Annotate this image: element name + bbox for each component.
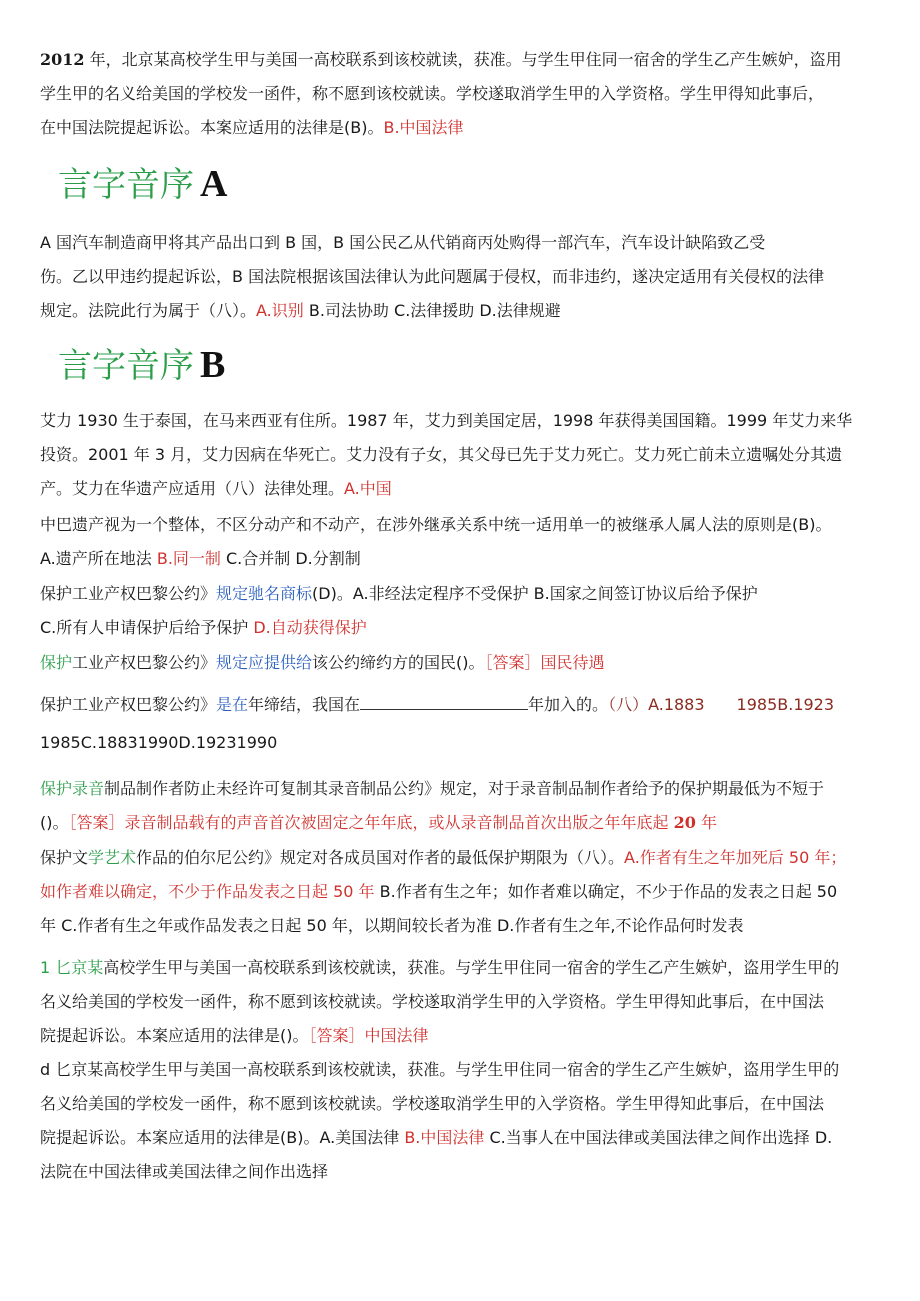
text: 名义给美国的学校发一函件，称不愿到该校就读。学校遂取消学生甲的入学资格。学生甲得知此事后，在中国法 (40, 992, 825, 1011)
text: 伤。乙以甲违约提起诉讼，B 国法院根据该国法律认为此问题属于侵权，而非违约，遂决定适用有关侵权的法律 (40, 267, 825, 286)
text: C.当事人在中国法律或美国法律之间作出选择 D. (484, 1128, 833, 1147)
text: 作品的伯尔尼公约》规定对各成员国对作者的最低保护期限为（八）。 (136, 848, 625, 867)
answer: B.中国法律 (383, 118, 464, 137)
answer: B.中国法律 (404, 1128, 485, 1147)
text: 学生甲的名义给美国的学校发一函件，称不愿到该校就读。学校遂取消学生甲的入学资格。学生甲得知此事后， (40, 84, 825, 103)
text: 高校学生甲与美国一高校联系到该校就读，获准。与学生甲住同一宿舍的学生乙产生嫉妒，盗用学生甲的 (103, 958, 840, 977)
text: 在中国法院提起诉讼。本案应适用的法律是(B)。 (40, 118, 384, 137)
answer: ［答案］国民待遇 (484, 653, 605, 672)
text: d 匕京某高校学生甲与美国一高校联系到该校就读，获准。与学生甲住同一宿舍的学生乙产生嫉妒，盗用学生甲的 (40, 1060, 840, 1079)
highlight: 保护录音 (40, 779, 105, 798)
highlight: 学艺术 (88, 848, 137, 867)
text: A 国汽车制造商甲将其产品出口到 B 国，B 国公民乙从代销商丙处购得一部汽车，汽车设计缺陷致乙受 (40, 233, 766, 252)
highlight: 1 匕京某 (40, 958, 104, 977)
text: 年加入的。 (528, 695, 609, 714)
highlight: 保护 (40, 653, 73, 672)
text: 中巴遗产视为一个整体，不区分动产和不动产，在涉外继承关系中统一适用单一的被继承人属人法的原则是(B)。 (40, 515, 832, 534)
text: 该公约缔约方的国民()。 (312, 653, 485, 672)
text: 投资。2001 年 3 月，艾力因病在华死亡。艾力没有子女，其父母已先于艾力死亡。艾力死亡前未立遗嘱处分其遗 (40, 445, 843, 464)
text: 保护文 (40, 848, 89, 867)
paragraph-1 (40, 43, 882, 145)
text: 院提起诉讼。本案应适用的法律是(B)。A.美国法律 (40, 1128, 405, 1147)
text: B.司法协助 C.法律援助 D.法律规避 (303, 301, 561, 320)
text: 保护工业产权巴黎公约》 (40, 695, 217, 714)
paragraph-5 (40, 577, 882, 645)
text: 艾力 1930 生于泰国，在马来西亚有住所。1987 年，艾力到美国定居，1998 年获得美国国籍。1999 年艾力来华 (40, 411, 853, 430)
heading-text: 言字音序 (58, 165, 194, 205)
year: 2012 (40, 50, 85, 69)
answer: A.作者有生之年加死后 50 年； (624, 848, 847, 867)
highlight: 是在 (216, 695, 249, 714)
text: C.合并制 D.分割制 (220, 549, 361, 568)
paragraph-7 (40, 686, 882, 762)
paragraph-3 (40, 404, 882, 506)
text: 保护工业产权巴黎公约》 (40, 584, 217, 603)
text: 年，北京某高校学生甲与美国一高校联系到该校就读，获准。与学生甲住同一宿舍的学生乙产生嫉妒，盗用 (84, 50, 842, 69)
heading-letter: A (200, 163, 228, 205)
text: 院提起诉讼。本案应适用的法律是()。 (40, 1026, 309, 1045)
answer: 如作者难以确定，不少于作品发表之日起 50 年 (40, 882, 375, 901)
answer: 年 (695, 813, 717, 832)
text: 1985C.18831990D.19231990 (40, 733, 278, 752)
text: ()。 (40, 813, 69, 832)
text: 产。艾力在华遗产应适用（八）法律处理。 (40, 479, 345, 498)
text: 规定。法院此行为属于（八）。 (40, 301, 257, 320)
text: C.所有人申请保护后给予保护 (40, 618, 254, 637)
highlight: 规定驰名商标 (216, 584, 313, 603)
answer: ［答案］录音制品载有的声音首次被固定之年年底，或从录音制品首次出版之年年底起 (68, 813, 674, 832)
text: 工业产权巴黎公约》 (72, 653, 217, 672)
answer: （八）A.1883 1985B.1923 (608, 695, 835, 714)
text: 名义给美国的学校发一函件，称不愿到该校就读。学校遂取消学生甲的入学资格。学生甲得知此事后，在中国法 (40, 1094, 825, 1113)
section-heading-b (58, 343, 225, 388)
paragraph-8 (40, 772, 882, 840)
paragraph-9 (40, 841, 882, 943)
section-heading-a (58, 162, 227, 207)
text: (D)。A.非经法定程序不受保护 B.国家之间签订协议后给予保护 (312, 584, 758, 603)
text: 法院在中国法律或美国法律之间作出选择 (40, 1162, 329, 1181)
paragraph-2 (40, 226, 882, 328)
answer: D.自动获得保护 (253, 618, 367, 637)
paragraph-6 (40, 646, 882, 680)
answer: ［答案］中国法律 (308, 1026, 429, 1045)
text: A.遗产所在地法 (40, 549, 157, 568)
answer: A.识别 (256, 301, 304, 320)
answer-number: 20 (673, 813, 696, 832)
text: B.作者有生之年；如作者难以确定，不少于作品的发表之日起 50 (374, 882, 838, 901)
blank-line (360, 691, 528, 710)
text: 制品制作者防止未经许可复制其录音制品公约》规定，对于录音制品制作者给予的保护期最低为不短于 (104, 779, 825, 798)
answer: B.同一制 (156, 549, 221, 568)
heading-letter: B (200, 344, 226, 386)
text: 年缔结，我国在 (248, 695, 361, 714)
highlight: 规定应提供给 (216, 653, 313, 672)
answer: A.中国 (344, 479, 392, 498)
paragraph-4 (40, 508, 882, 576)
paragraph-10 (40, 951, 882, 1053)
heading-text: 言字音序 (58, 346, 194, 386)
paragraph-11 (40, 1053, 882, 1189)
text: 年 C.作者有生之年或作品发表之日起 50 年，以期间较长者为准 D.作者有生之年,不论作品何时发表 (40, 916, 744, 935)
